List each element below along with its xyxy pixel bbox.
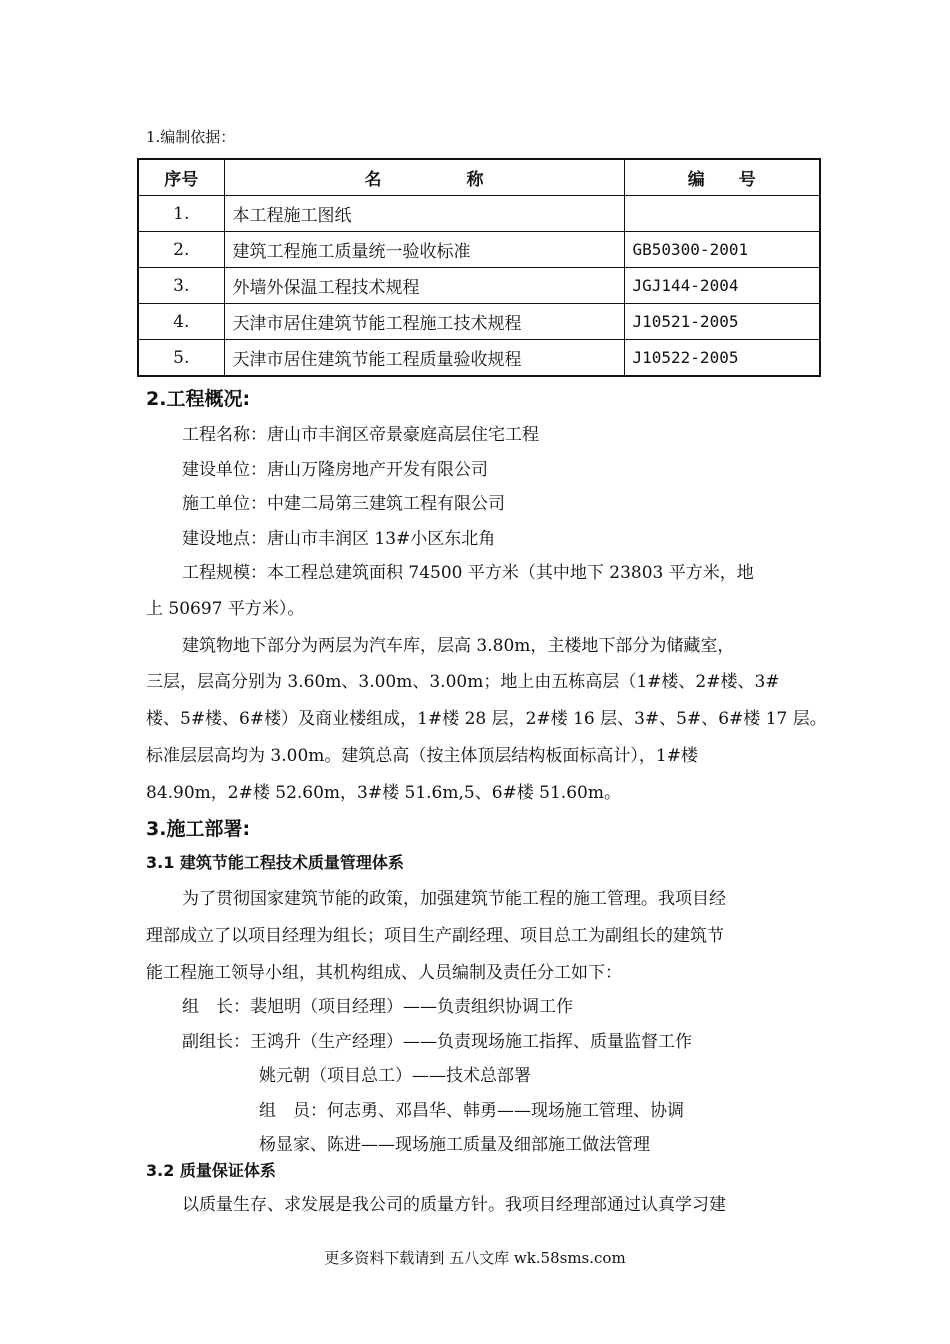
row-index: 5. xyxy=(138,340,224,377)
description-line: 84.90m，2#楼 52.60m，3#楼 51.6m,5、6#楼 51.60m。 xyxy=(146,783,621,803)
table-row xyxy=(138,268,820,304)
header-code: 编 号 xyxy=(624,159,820,196)
table-row xyxy=(138,232,820,268)
row-name: 建筑工程施工质量统一验收标准 xyxy=(224,232,624,268)
table-row xyxy=(138,340,820,377)
description-line: 建筑物地下部分为两层为汽车库，层高 3.80m，主楼地下部分为储藏室， xyxy=(182,636,735,656)
location-line: 建设地点：唐山市丰润区 13#小区东北角 xyxy=(182,529,496,549)
basis-heading: 1.编制依据： xyxy=(146,128,236,146)
row-name: 外墙外保温工程技术规程 xyxy=(224,268,624,304)
row-name: 天津市居住建筑节能工程质量验收规程 xyxy=(224,340,624,377)
header-name: 名 称 xyxy=(224,159,624,196)
team-members-line: 组 员：何志勇、邓昌华、韩勇——现场施工管理、协调 xyxy=(259,1101,684,1121)
table-row xyxy=(138,304,820,340)
paragraph-line: 理部成立了以项目经理为组长；项目生产副经理、项目总工为副组长的建筑节 xyxy=(146,926,724,946)
row-code: J10522-2005 xyxy=(624,340,820,377)
row-name: 本工程施工图纸 xyxy=(224,196,624,232)
deputy-leader-line: 副组长：王鸿升（生产经理）——负责现场施工指挥、质量监督工作 xyxy=(182,1032,692,1052)
scale-line-cont: 上 50697 平方米）。 xyxy=(146,599,305,619)
row-index: 2. xyxy=(138,232,224,268)
description-line: 三层，层高分别为 3.60m、3.00m、3.00m；地上由五栋高层（1#楼、2#楼、3# xyxy=(146,672,780,692)
paragraph-line: 为了贯彻国家建筑节能的政策，加强建筑节能工程的施工管理。我项目经 xyxy=(182,889,726,909)
subsection-3-2-heading: 3.2 质量保证体系 xyxy=(146,1161,276,1180)
scale-line: 工程规模：本工程总建筑面积 74500 平方米（其中地下 23803 平方米，地 xyxy=(182,563,754,583)
section2-heading: 2.工程概况: xyxy=(146,388,251,410)
description-line: 标准层层高均为 3.00m。建筑总高（按主体顶层结构板面标高计），1#楼 xyxy=(146,746,698,766)
contractor-line: 施工单位：中建二局第三建筑工程有限公司 xyxy=(182,494,505,514)
paragraph-line: 以质量生存、求发展是我公司的质量方针。我项目经理部通过认真学习建 xyxy=(182,1195,726,1215)
owner-line: 建设单位：唐山万隆房地产开发有限公司 xyxy=(182,460,488,480)
row-code: JGJ144-2004 xyxy=(624,268,820,304)
footer-download-link[interactable]: 更多资料下载请到 五八文库 wk.58sms.com xyxy=(324,1249,626,1267)
description-line: 楼、5#楼、6#楼）及商业楼组成，1#楼 28 层，2#楼 16 层、3#、5#、6#楼 17 层。 xyxy=(146,709,827,729)
row-index: 3. xyxy=(138,268,224,304)
team-members-line-2: 杨显家、陈进——现场施工质量及细部施工做法管理 xyxy=(259,1135,650,1155)
table-row xyxy=(138,196,820,232)
project-name-line: 工程名称：唐山市丰润区帝景豪庭高层住宅工程 xyxy=(182,425,539,445)
subsection-3-1-heading: 3.1 建筑节能工程技术质量管理体系 xyxy=(146,853,404,872)
table-header-row xyxy=(138,159,820,196)
header-index: 序号 xyxy=(138,159,224,196)
team-leader-line: 组 长：裴旭明（项目经理）——负责组织协调工作 xyxy=(182,997,573,1017)
row-code: J10521-2005 xyxy=(624,304,820,340)
row-code xyxy=(624,196,820,232)
standards-table xyxy=(137,158,821,377)
row-index: 1. xyxy=(138,196,224,232)
section3-heading: 3.施工部署: xyxy=(146,818,251,840)
row-code: GB50300-2001 xyxy=(624,232,820,268)
row-index: 4. xyxy=(138,304,224,340)
row-name: 天津市居住建筑节能工程施工技术规程 xyxy=(224,304,624,340)
paragraph-line: 能工程施工领导小组，其机构组成、人员编制及责任分工如下： xyxy=(146,963,622,983)
deputy-leader-line-2: 姚元朝（项目总工）——技术总部署 xyxy=(259,1066,531,1086)
